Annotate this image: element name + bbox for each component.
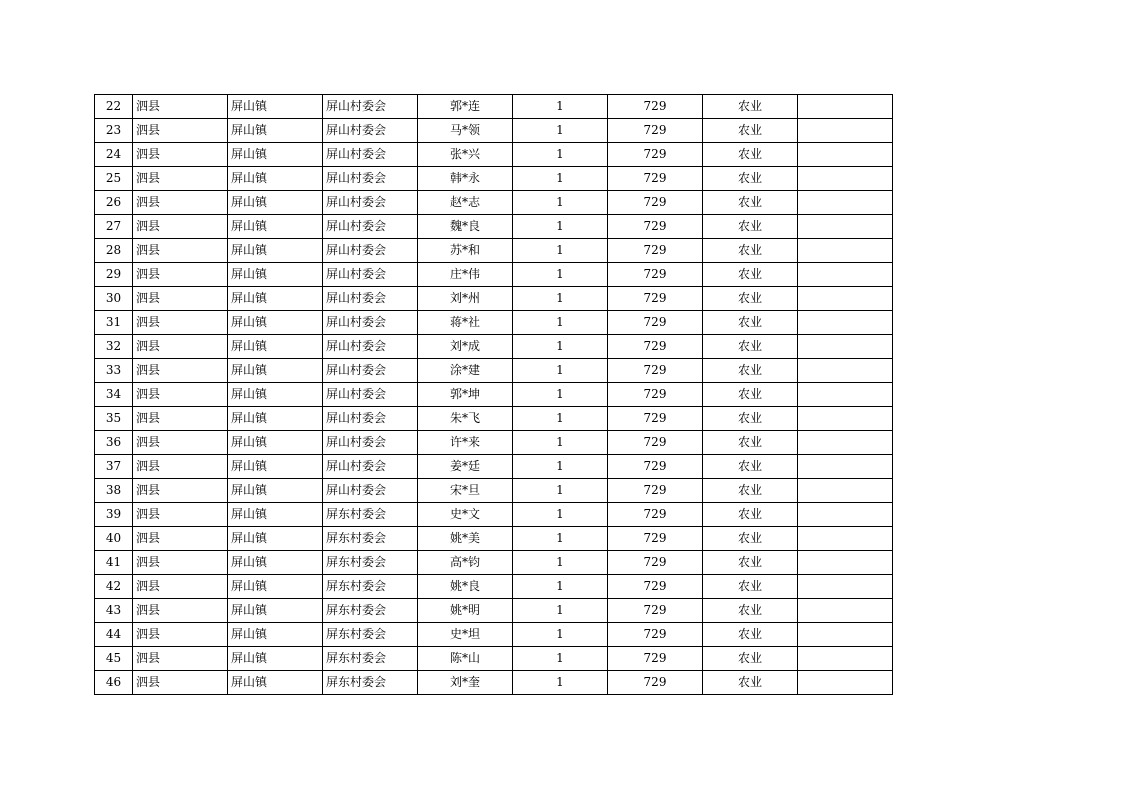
category-cell: 农业 [703, 335, 798, 359]
note-cell [798, 143, 893, 167]
county-cell: 泗县 [133, 671, 228, 695]
row-number-cell: 33 [95, 359, 133, 383]
person-name-cell: 韩*永 [418, 167, 513, 191]
note-cell [798, 431, 893, 455]
note-cell [798, 575, 893, 599]
note-cell [798, 599, 893, 623]
table-row [95, 191, 893, 215]
person-name-cell: 苏*和 [418, 239, 513, 263]
amount-cell: 729 [608, 527, 703, 551]
amount-cell: 729 [608, 431, 703, 455]
count-cell: 1 [513, 215, 608, 239]
count-cell: 1 [513, 407, 608, 431]
note-cell [798, 671, 893, 695]
table-row [95, 167, 893, 191]
county-cell: 泗县 [133, 143, 228, 167]
amount-cell: 729 [608, 359, 703, 383]
count-cell: 1 [513, 599, 608, 623]
amount-cell: 729 [608, 383, 703, 407]
note-cell [798, 191, 893, 215]
county-cell: 泗县 [133, 335, 228, 359]
amount-cell: 729 [608, 263, 703, 287]
county-cell: 泗县 [133, 599, 228, 623]
town-cell: 屏山镇 [228, 215, 323, 239]
county-cell: 泗县 [133, 407, 228, 431]
category-cell: 农业 [703, 431, 798, 455]
count-cell: 1 [513, 311, 608, 335]
count-cell: 1 [513, 119, 608, 143]
person-name-cell: 蒋*社 [418, 311, 513, 335]
village-cell: 屏东村委会 [323, 671, 418, 695]
amount-cell: 729 [608, 623, 703, 647]
row-number-cell: 45 [95, 647, 133, 671]
amount-cell: 729 [608, 551, 703, 575]
note-cell [798, 287, 893, 311]
county-cell: 泗县 [133, 311, 228, 335]
county-cell: 泗县 [133, 503, 228, 527]
count-cell: 1 [513, 503, 608, 527]
note-cell [798, 479, 893, 503]
row-number-cell: 23 [95, 119, 133, 143]
table-row [95, 287, 893, 311]
town-cell: 屏山镇 [228, 143, 323, 167]
category-cell: 农业 [703, 527, 798, 551]
category-cell: 农业 [703, 551, 798, 575]
village-cell: 屏山村委会 [323, 215, 418, 239]
county-cell: 泗县 [133, 359, 228, 383]
town-cell: 屏山镇 [228, 287, 323, 311]
count-cell: 1 [513, 143, 608, 167]
county-cell: 泗县 [133, 623, 228, 647]
county-cell: 泗县 [133, 431, 228, 455]
village-cell: 屏东村委会 [323, 599, 418, 623]
town-cell: 屏山镇 [228, 647, 323, 671]
village-cell: 屏东村委会 [323, 647, 418, 671]
category-cell: 农业 [703, 311, 798, 335]
note-cell [798, 335, 893, 359]
note-cell [798, 119, 893, 143]
person-name-cell: 许*来 [418, 431, 513, 455]
count-cell: 1 [513, 335, 608, 359]
note-cell [798, 455, 893, 479]
town-cell: 屏山镇 [228, 551, 323, 575]
amount-cell: 729 [608, 287, 703, 311]
table-row [95, 527, 893, 551]
count-cell: 1 [513, 623, 608, 647]
village-cell: 屏山村委会 [323, 287, 418, 311]
town-cell: 屏山镇 [228, 479, 323, 503]
village-cell: 屏东村委会 [323, 575, 418, 599]
town-cell: 屏山镇 [228, 239, 323, 263]
row-number-cell: 32 [95, 335, 133, 359]
person-name-cell: 姚*良 [418, 575, 513, 599]
row-number-cell: 30 [95, 287, 133, 311]
amount-cell: 729 [608, 575, 703, 599]
town-cell: 屏山镇 [228, 167, 323, 191]
village-cell: 屏山村委会 [323, 431, 418, 455]
village-cell: 屏山村委会 [323, 119, 418, 143]
row-number-cell: 35 [95, 407, 133, 431]
row-number-cell: 43 [95, 599, 133, 623]
note-cell [798, 239, 893, 263]
town-cell: 屏山镇 [228, 455, 323, 479]
county-cell: 泗县 [133, 287, 228, 311]
town-cell: 屏山镇 [228, 575, 323, 599]
row-number-cell: 40 [95, 527, 133, 551]
amount-cell: 729 [608, 455, 703, 479]
amount-cell: 729 [608, 95, 703, 119]
count-cell: 1 [513, 575, 608, 599]
county-cell: 泗县 [133, 527, 228, 551]
person-name-cell: 史*文 [418, 503, 513, 527]
category-cell: 农业 [703, 647, 798, 671]
county-cell: 泗县 [133, 383, 228, 407]
table-row [95, 119, 893, 143]
note-cell [798, 407, 893, 431]
person-name-cell: 朱*飞 [418, 407, 513, 431]
town-cell: 屏山镇 [228, 599, 323, 623]
county-cell: 泗县 [133, 479, 228, 503]
table-body [95, 95, 893, 695]
table-row [95, 671, 893, 695]
note-cell [798, 623, 893, 647]
county-cell: 泗县 [133, 167, 228, 191]
village-cell: 屏山村委会 [323, 311, 418, 335]
town-cell: 屏山镇 [228, 527, 323, 551]
row-number-cell: 28 [95, 239, 133, 263]
row-number-cell: 27 [95, 215, 133, 239]
county-cell: 泗县 [133, 455, 228, 479]
village-cell: 屏山村委会 [323, 359, 418, 383]
table-row [95, 311, 893, 335]
table-row [95, 455, 893, 479]
town-cell: 屏山镇 [228, 119, 323, 143]
village-cell: 屏山村委会 [323, 167, 418, 191]
table-row [95, 575, 893, 599]
town-cell: 屏山镇 [228, 503, 323, 527]
village-cell: 屏山村委会 [323, 143, 418, 167]
person-name-cell: 高*钧 [418, 551, 513, 575]
count-cell: 1 [513, 671, 608, 695]
category-cell: 农业 [703, 671, 798, 695]
county-cell: 泗县 [133, 215, 228, 239]
table-row [95, 95, 893, 119]
county-cell: 泗县 [133, 95, 228, 119]
table-row [95, 143, 893, 167]
category-cell: 农业 [703, 239, 798, 263]
person-name-cell: 史*坦 [418, 623, 513, 647]
row-number-cell: 46 [95, 671, 133, 695]
table-row [95, 431, 893, 455]
county-cell: 泗县 [133, 119, 228, 143]
table-row [95, 335, 893, 359]
category-cell: 农业 [703, 479, 798, 503]
town-cell: 屏山镇 [228, 359, 323, 383]
table-row [95, 383, 893, 407]
village-cell: 屏东村委会 [323, 623, 418, 647]
person-name-cell: 郭*坤 [418, 383, 513, 407]
village-cell: 屏山村委会 [323, 239, 418, 263]
town-cell: 屏山镇 [228, 671, 323, 695]
count-cell: 1 [513, 431, 608, 455]
category-cell: 农业 [703, 191, 798, 215]
person-name-cell: 宋*旦 [418, 479, 513, 503]
table-row [95, 647, 893, 671]
count-cell: 1 [513, 359, 608, 383]
village-cell: 屏东村委会 [323, 503, 418, 527]
row-number-cell: 24 [95, 143, 133, 167]
count-cell: 1 [513, 287, 608, 311]
row-number-cell: 25 [95, 167, 133, 191]
note-cell [798, 359, 893, 383]
note-cell [798, 263, 893, 287]
category-cell: 农业 [703, 407, 798, 431]
note-cell [798, 95, 893, 119]
village-cell: 屏山村委会 [323, 335, 418, 359]
category-cell: 农业 [703, 575, 798, 599]
count-cell: 1 [513, 647, 608, 671]
amount-cell: 729 [608, 119, 703, 143]
village-cell: 屏东村委会 [323, 551, 418, 575]
row-number-cell: 22 [95, 95, 133, 119]
row-number-cell: 34 [95, 383, 133, 407]
count-cell: 1 [513, 455, 608, 479]
amount-cell: 729 [608, 311, 703, 335]
count-cell: 1 [513, 527, 608, 551]
county-cell: 泗县 [133, 575, 228, 599]
person-name-cell: 姚*明 [418, 599, 513, 623]
category-cell: 农业 [703, 119, 798, 143]
table-row [95, 215, 893, 239]
amount-cell: 729 [608, 215, 703, 239]
county-cell: 泗县 [133, 647, 228, 671]
category-cell: 农业 [703, 263, 798, 287]
row-number-cell: 39 [95, 503, 133, 527]
village-cell: 屏山村委会 [323, 95, 418, 119]
row-number-cell: 29 [95, 263, 133, 287]
count-cell: 1 [513, 95, 608, 119]
amount-cell: 729 [608, 335, 703, 359]
count-cell: 1 [513, 239, 608, 263]
town-cell: 屏山镇 [228, 335, 323, 359]
table-row [95, 359, 893, 383]
row-number-cell: 37 [95, 455, 133, 479]
count-cell: 1 [513, 191, 608, 215]
amount-cell: 729 [608, 647, 703, 671]
person-name-cell: 马*领 [418, 119, 513, 143]
row-number-cell: 31 [95, 311, 133, 335]
town-cell: 屏山镇 [228, 383, 323, 407]
town-cell: 屏山镇 [228, 431, 323, 455]
amount-cell: 729 [608, 479, 703, 503]
town-cell: 屏山镇 [228, 311, 323, 335]
amount-cell: 729 [608, 671, 703, 695]
count-cell: 1 [513, 383, 608, 407]
amount-cell: 729 [608, 167, 703, 191]
town-cell: 屏山镇 [228, 407, 323, 431]
table-row [95, 623, 893, 647]
amount-cell: 729 [608, 599, 703, 623]
table-row [95, 479, 893, 503]
note-cell [798, 527, 893, 551]
data-table [94, 94, 893, 695]
category-cell: 农业 [703, 95, 798, 119]
person-name-cell: 陈*山 [418, 647, 513, 671]
count-cell: 1 [513, 167, 608, 191]
village-cell: 屏山村委会 [323, 479, 418, 503]
table-row [95, 263, 893, 287]
category-cell: 农业 [703, 623, 798, 647]
amount-cell: 729 [608, 143, 703, 167]
town-cell: 屏山镇 [228, 191, 323, 215]
person-name-cell: 郭*连 [418, 95, 513, 119]
note-cell [798, 311, 893, 335]
town-cell: 屏山镇 [228, 623, 323, 647]
note-cell [798, 167, 893, 191]
table-row [95, 551, 893, 575]
row-number-cell: 26 [95, 191, 133, 215]
note-cell [798, 383, 893, 407]
town-cell: 屏山镇 [228, 263, 323, 287]
row-number-cell: 38 [95, 479, 133, 503]
person-name-cell: 庄*伟 [418, 263, 513, 287]
person-name-cell: 魏*良 [418, 215, 513, 239]
category-cell: 农业 [703, 167, 798, 191]
town-cell: 屏山镇 [228, 95, 323, 119]
count-cell: 1 [513, 551, 608, 575]
county-cell: 泗县 [133, 551, 228, 575]
amount-cell: 729 [608, 191, 703, 215]
table-row [95, 599, 893, 623]
person-name-cell: 赵*志 [418, 191, 513, 215]
category-cell: 农业 [703, 359, 798, 383]
count-cell: 1 [513, 263, 608, 287]
amount-cell: 729 [608, 503, 703, 527]
village-cell: 屏东村委会 [323, 527, 418, 551]
amount-cell: 729 [608, 239, 703, 263]
table-row [95, 239, 893, 263]
category-cell: 农业 [703, 215, 798, 239]
note-cell [798, 215, 893, 239]
person-name-cell: 姚*美 [418, 527, 513, 551]
county-cell: 泗县 [133, 263, 228, 287]
village-cell: 屏山村委会 [323, 407, 418, 431]
village-cell: 屏山村委会 [323, 263, 418, 287]
row-number-cell: 36 [95, 431, 133, 455]
count-cell: 1 [513, 479, 608, 503]
category-cell: 农业 [703, 455, 798, 479]
note-cell [798, 551, 893, 575]
person-name-cell: 刘*成 [418, 335, 513, 359]
note-cell [798, 647, 893, 671]
county-cell: 泗县 [133, 191, 228, 215]
person-name-cell: 姜*廷 [418, 455, 513, 479]
village-cell: 屏山村委会 [323, 191, 418, 215]
county-cell: 泗县 [133, 239, 228, 263]
category-cell: 农业 [703, 599, 798, 623]
person-name-cell: 刘*州 [418, 287, 513, 311]
note-cell [798, 503, 893, 527]
table-row [95, 503, 893, 527]
category-cell: 农业 [703, 287, 798, 311]
category-cell: 农业 [703, 503, 798, 527]
category-cell: 农业 [703, 383, 798, 407]
person-name-cell: 张*兴 [418, 143, 513, 167]
village-cell: 屏山村委会 [323, 455, 418, 479]
person-name-cell: 涂*建 [418, 359, 513, 383]
row-number-cell: 41 [95, 551, 133, 575]
amount-cell: 729 [608, 407, 703, 431]
row-number-cell: 44 [95, 623, 133, 647]
village-cell: 屏山村委会 [323, 383, 418, 407]
category-cell: 农业 [703, 143, 798, 167]
table-row [95, 407, 893, 431]
row-number-cell: 42 [95, 575, 133, 599]
person-name-cell: 刘*奎 [418, 671, 513, 695]
